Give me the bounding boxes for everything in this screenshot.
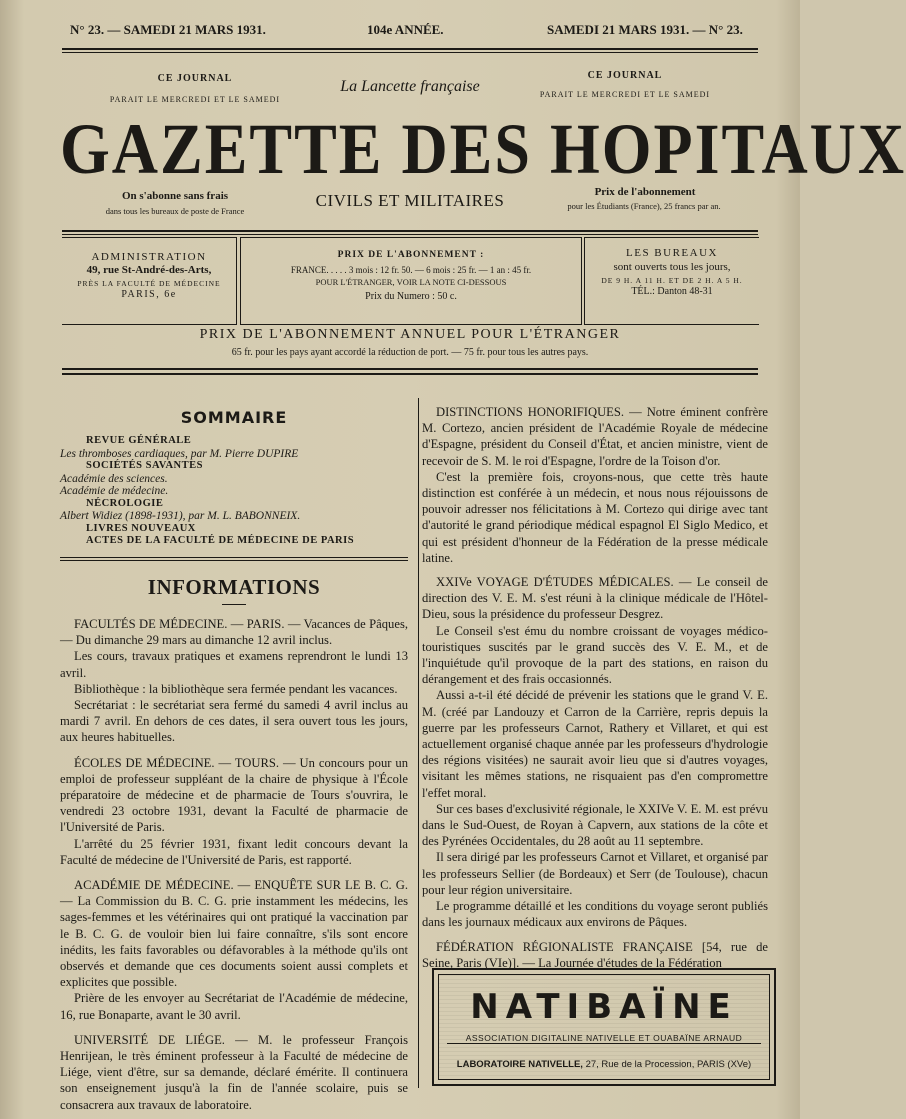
foreign-rule-2: [62, 373, 758, 375]
prix-france: FRANCE. . . . . 3 mois : 12 fr. 50. — 6 mois : 25 fr. — 1 an : 45 fr.: [290, 265, 532, 275]
natibaine-ad: [432, 968, 776, 1086]
issue-right: SAMEDI 21 MARS 1931. — N° 23.: [547, 22, 743, 37]
ce-journal-left: CE JOURNAL: [157, 73, 233, 84]
info-paragraph: Prière de les envoyer au Secrétariat de l'Académie de médecine, 16, rue Bonaparte, avant le 30 avril.: [60, 991, 408, 1022]
sommaire-heading: SOCIÉTÉS SAVANTES: [86, 460, 203, 471]
sommaire-item: Albert Widiez (1898-1931), par M. L. BABONNEIX.: [60, 510, 301, 522]
right-paragraph: Aussi a-t-il été décidé de prévenir les stations que le grand V. E. M. (créé par Landouzy et Carron de la Carrière, repris depuis la guerre par les professeurs Carnot, Rathery et Villaret, et qui est actuellement organisé chaque année par les professeurs d'hydrologie des régions visitées) ne saurait avoir lieu que si d'autres voyages, visitant les mêmes stations, ne risquaient pas d'en compromettre l'effet moral.: [422, 688, 768, 800]
header-rule-thin: [62, 234, 758, 235]
bureaux-title: LES BUREAUX: [626, 247, 718, 259]
ad-line2: [439, 1059, 769, 1070]
prix-numero: Prix du Numero : 50 c.: [365, 291, 457, 302]
sommaire-rule: [60, 557, 408, 558]
sommaire-rule-2: [60, 560, 408, 561]
sommaire: [60, 408, 408, 548]
info-paragraph: L'arrêté du 25 février 1931, fixant ledit concours devant la Faculté de médecine de l'Université de Paris, est rapporté.: [60, 836, 408, 867]
foreign-rule: [62, 368, 758, 370]
foreign-detail: 65 fr. pour les pays ayant accordé la réduction de port. — 75 fr. pour tous les autres pays.: [231, 347, 589, 358]
prix-title: PRIX DE L'ABONNEMENT :: [337, 250, 485, 260]
sommaire-title: SOMMAIRE: [180, 408, 288, 427]
ad-line1: ASSOCIATION DIGITALINE NATIVELLE ET OUABAÏNE ARNAUD: [465, 1033, 743, 1043]
informations-column: [60, 616, 408, 1113]
right-paragraph: Le programme détaillé et les conditions du voyage seront publiés dans les journaux médicaux aux environs de Pâques.: [422, 899, 768, 930]
top-rule: [62, 48, 758, 50]
right-paragraph: C'est la première fois, croyons-nous, que cette très haute distinction est conférée à un médecin, et nous nous réjouissons de pouvoir adresser nos félicitations à M. Cortezo qui dirige avec tant d'autorité le grand périodique médical espagnol El Siglo Medico, et qui est président d'honneur de la Fédération de la presse médicale latine.: [422, 469, 768, 565]
ce-journal-right: CE JOURNAL: [587, 70, 663, 81]
bureaux-hours: DE 9 H. A 11 H. ET DE 2 H. A 5 H.: [601, 276, 743, 285]
bureaux-box: [584, 237, 759, 325]
bureaux-open: sont ouverts tous les jours,: [613, 261, 731, 273]
admin-near: PRÈS LA FACULTÉ DE MÉDECINE: [77, 279, 221, 288]
info-paragraph: Secrétariat : le secrétariat sera fermé du samedi 4 avril inclus au mardi 7 avril. En dehors de ces dates, il sera ouvert tous les jours, aux heures habituelles.: [60, 698, 408, 745]
ad-frame: [438, 974, 770, 1080]
prix-etranger: POUR L'ÉTRANGER, VOIR LA NOTE CI-DESSOUS: [315, 277, 507, 287]
right-paragraph: Le Conseil s'est ému du nombre croissant de voyages médico-touristiques suscités par le grand succès des V. E. M., et de l'inquiétude qu'il provoque de la part des stations, en raison du dérangement et des frais occasionnés.: [422, 623, 768, 687]
ad-brand: NATIBAÏNE: [470, 987, 738, 1027]
info-paragraph: Les cours, travaux pratiques et examens reprendront le lundi 13 avril.: [60, 649, 408, 680]
ad-address: 27, Rue de la Procession, PARIS (XVe): [585, 1059, 752, 1070]
informations-title: INFORMATIONS: [147, 575, 321, 599]
issue-left: N° 23. — SAMEDI 21 MARS 1931.: [70, 22, 266, 37]
info-paragraph: UNIVERSITÉ DE LIÉGE. — M. le professeur François Henrijean, le très éminent professeur à la Faculté de médecine de Liége, vient d'être, sur sa demande, déclaré émérite. Il continuera son enseignement jusqu'à la fin de l'année scolaire, puis se consacrera aux travaux de laboratoire.: [60, 1032, 408, 1112]
admin-city: PARIS, 6e: [121, 289, 177, 300]
admin-box: [62, 237, 237, 325]
right-paragraph: Il sera dirigé par les professeurs Carnot et Villaret, et organisé par les professeurs Sellier (de Bordeaux) et Serr (de Toulouse), chacun pour leur région universitaire.: [422, 850, 768, 897]
sommaire-heading: NÉCROLOGIE: [86, 497, 164, 509]
sommaire-list: [60, 435, 408, 548]
sommaire-item: Les thromboses cardiaques, par M. Pierre DUPIRE: [60, 447, 299, 460]
civils-militaires: CIVILS ET MILITAIRES: [315, 191, 505, 210]
right-column: [422, 404, 768, 971]
info-paragraph: Bibliothèque : la bibliothèque sera fermée pendant les vacances.: [74, 681, 398, 696]
column-divider: [418, 398, 419, 1088]
right-paragraph: DISTINCTIONS HONORIFIQUES. — Notre éminent confrère M. Cortezo, ancien président de l'Académie Royale de médecine d'Espagne, président du Conseil d'État, et ancien ministre, vient de recevoir de S. M. le roi d'Espagne, l'ordre de la Toison d'or.: [422, 405, 768, 468]
admin-title: ADMINISTRATION: [91, 251, 207, 263]
parait-right: PARAIT LE MERCREDI ET LE SAMEDI: [539, 90, 711, 99]
info-paragraph: ACADÉMIE DE MÉDECINE. — ENQUÊTE SUR LE B. C. G. — La Commission du B. C. G. prie instamment les médecins, les sages-femmes et les vétérinaires qui ont pratiqué la vaccination par le B. C. G. de vouloir bien lui faire connaître, s'ils sont encore inédits, les faits favorables ou défavorables à la méthode qu'ils ont observés et demande que ces documents soient aussi complets et explicites que possible.: [60, 878, 408, 990]
foreign-title: PRIX DE L'ABONNEMENT ANNUEL POUR L'ÉTRANGER: [199, 327, 621, 342]
lancette-subtitle: La Lancette française: [340, 78, 480, 95]
sommaire-heading: LIVRES NOUVEAUX: [86, 522, 196, 534]
header-rule: [62, 230, 758, 232]
info-paragraph: FACULTÉS DE MÉDECINE. — PARIS. — Vacances de Pâques, — Du dimanche 29 mars au dimanche 12 avril inclus.: [60, 617, 408, 648]
bureaux-tel: TÉL.: Danton 48-31: [631, 286, 713, 297]
right-paragraph: XXIVe VOYAGE D'ÉTUDES MÉDICALES. — Le conseil de direction des V. E. M. s'est réuni à la clinique médicale de l'Hôtel-Dieu, sous la présidence du professeur Desgrez.: [422, 575, 768, 622]
ad-rule: [447, 1043, 761, 1044]
info-paragraph: ÉCOLES DE MÉDECINE. — TOURS. — Un concours pour un emploi de professeur suppléant de la chaire de physique à l'École préparatoire de médecine et de pharmacie de Tours s'ouvrira, le vendredi 23 octobre 1931, devant la Faculté de pharmacie de l'Université de Paris.: [60, 755, 408, 835]
prix-etudiants: pour les Étudiants (France), 25 francs par an.: [567, 201, 721, 211]
parait-left: PARAIT LE MERCREDI ET LE SAMEDI: [109, 95, 281, 104]
sommaire-item: Académie des sciences.: [60, 472, 168, 485]
prix-abonnement-label: Prix de l'abonnement: [594, 186, 696, 198]
top-rule-thin: [62, 52, 758, 53]
right-paragraph: FÉDÉRATION RÉGIONALISTE FRANÇAISE [54, rue de Seine, Paris (VIe)]. — La Journée d'études de la Fédération: [422, 939, 768, 970]
right-paragraph: Sur ces bases d'exclusivité régionale, le XXIVe V. E. M. est prévu dans le Sud-Ouest, de Royan à Capvern, aux stations de la côte et des Pyrénées Occidentales, du 28 août au 11 septembre.: [422, 801, 768, 849]
year-label: 104e ANNÉE.: [367, 22, 444, 37]
admin-address: 49, rue St-André-des-Arts,: [86, 264, 212, 276]
masthead-title: GAZETTE DES HOPITAUX: [60, 109, 906, 189]
abonne-label: On s'abonne sans frais: [121, 190, 229, 202]
ad-lab: LABORATOIRE NATIVELLE,: [456, 1059, 583, 1070]
informations-dash: [222, 604, 246, 605]
sommaire-heading: REVUE GÉNÉRALE: [86, 435, 192, 446]
sommaire-heading: ACTES DE LA FACULTÉ DE MÉDECINE DE PARIS: [86, 535, 355, 546]
sommaire-item: Académie de médecine.: [60, 485, 169, 497]
prix-box: [240, 237, 582, 325]
abonne-sub: dans tous les bureaux de poste de France: [105, 206, 245, 216]
